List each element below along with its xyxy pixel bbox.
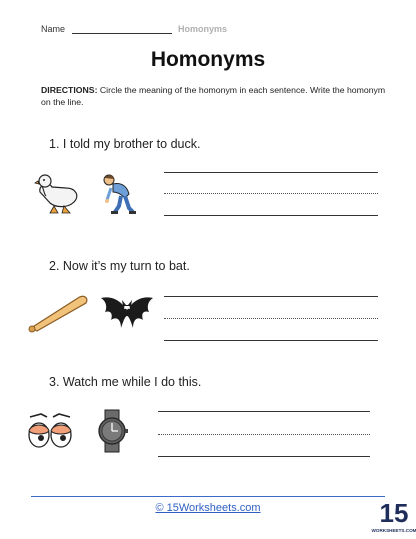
answer-line-3b[interactable]	[158, 434, 370, 435]
wristwatch-icon[interactable]	[94, 410, 130, 452]
question-1: 1. I told my brother to duck.	[49, 137, 201, 151]
worksheets-logo	[371, 497, 416, 535]
name-row	[41, 24, 227, 34]
page-title: Homonyms	[150, 48, 266, 71]
question-3: 3. Watch me while I do this.	[49, 375, 202, 389]
directions	[41, 84, 386, 108]
name-label: Name	[41, 24, 66, 34]
question-2: 2. Now it’s my turn to bat.	[49, 259, 190, 273]
name-line[interactable]	[72, 24, 172, 34]
answer-line-3a[interactable]	[158, 411, 370, 412]
eyes-watching-icon[interactable]	[27, 411, 73, 451]
header-subject: Homonyms	[178, 24, 228, 34]
logo-text: WORKSHEETS.COM	[371, 528, 416, 533]
duck-bird-icon[interactable]	[36, 172, 82, 214]
logo-number: 15	[379, 498, 409, 528]
footer-rule	[31, 496, 385, 497]
answer-line-2b[interactable]	[164, 318, 378, 319]
answer-line-2a[interactable]	[164, 296, 378, 297]
answer-line-3c[interactable]	[158, 456, 370, 457]
answer-line-1b[interactable]	[164, 193, 378, 194]
bat-animal-icon[interactable]	[99, 292, 155, 336]
baseball-bat-icon[interactable]	[26, 292, 92, 332]
footer-copyright-link[interactable]: © 15Worksheets.com	[155, 502, 261, 514]
directions-text: Circle the meaning of the homonym in each sentence. Write the homonym on the line.	[41, 85, 386, 107]
person-ducking-icon[interactable]	[97, 172, 141, 216]
answer-line-1a[interactable]	[164, 172, 378, 173]
answer-line-1c[interactable]	[164, 215, 378, 216]
answer-line-2c[interactable]	[164, 340, 378, 341]
directions-label: DIRECTIONS:	[41, 85, 98, 95]
